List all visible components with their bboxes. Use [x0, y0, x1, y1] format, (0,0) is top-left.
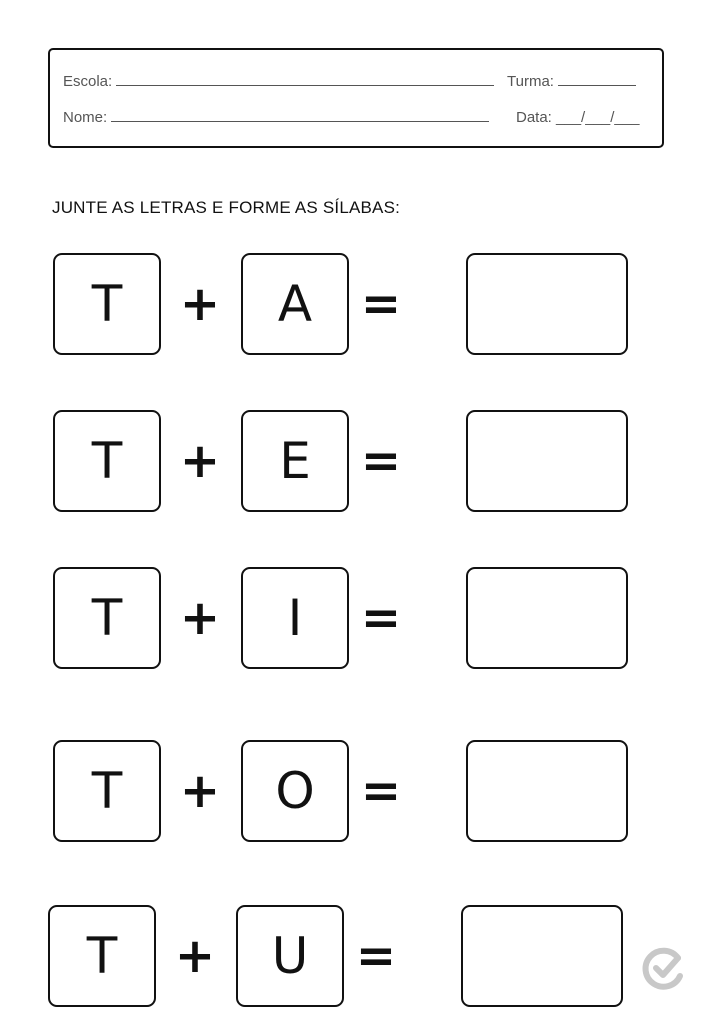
plus-sign: +	[174, 928, 216, 984]
consonant-box: T	[53, 410, 161, 512]
consonant-box: T	[53, 253, 161, 355]
vowel-box: O	[241, 740, 349, 842]
checkmark-logo-icon	[640, 944, 688, 996]
name-blank-line[interactable]	[111, 109, 489, 122]
equals-sign: =	[360, 590, 402, 646]
consonant-box: T	[48, 905, 156, 1007]
date-field[interactable]	[516, 109, 639, 126]
class-label: Turma:	[507, 73, 554, 90]
consonant-box: T	[53, 567, 161, 669]
school-field[interactable]	[63, 73, 494, 90]
plus-sign: +	[179, 433, 221, 489]
answer-box[interactable]	[461, 905, 623, 1007]
instruction-text: JUNTE AS LETRAS E FORME AS SÍLABAS:	[52, 198, 401, 217]
school-label: Escola:	[63, 73, 113, 90]
equals-sign: =	[360, 763, 402, 819]
equals-sign: =	[360, 433, 402, 489]
school-blank-line[interactable]	[116, 73, 494, 86]
name-label: Nome:	[63, 109, 108, 126]
equals-sign: =	[360, 276, 402, 332]
answer-box[interactable]	[466, 740, 628, 842]
vowel-box: I	[241, 567, 349, 669]
answer-box[interactable]	[466, 410, 628, 512]
vowel-box: E	[241, 410, 349, 512]
plus-sign: +	[179, 763, 221, 819]
vowel-box: A	[241, 253, 349, 355]
answer-box[interactable]	[466, 567, 628, 669]
equals-sign: =	[355, 928, 397, 984]
date-blanks[interactable]: ___/___/___	[556, 109, 640, 126]
plus-sign: +	[179, 276, 221, 332]
student-info-box	[48, 48, 664, 148]
class-field[interactable]	[507, 73, 636, 90]
consonant-box: T	[53, 740, 161, 842]
plus-sign: +	[179, 590, 221, 646]
answer-box[interactable]	[466, 253, 628, 355]
date-label: Data:	[516, 109, 552, 126]
name-field[interactable]	[63, 109, 489, 126]
class-blank-line[interactable]	[558, 73, 636, 86]
vowel-box: U	[236, 905, 344, 1007]
